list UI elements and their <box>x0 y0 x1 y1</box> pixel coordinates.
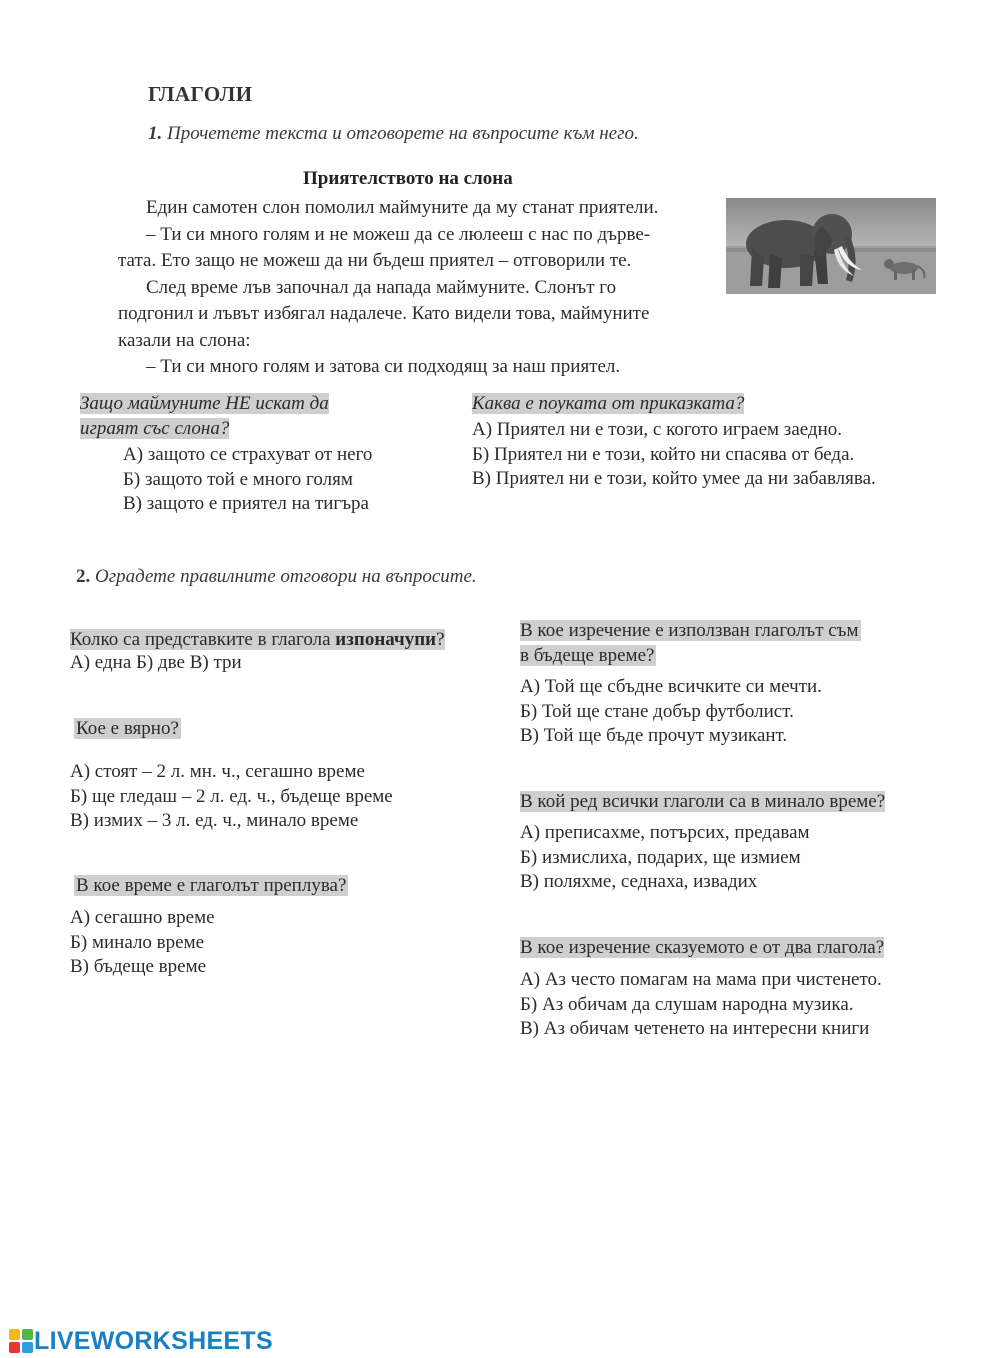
task2-instruction-text: Оградете правилните отговори на въпросите. <box>95 566 477 587</box>
task1-question-2 <box>472 391 744 416</box>
task2-left-q3-options <box>70 906 215 980</box>
task2-right-question-3 <box>520 935 884 960</box>
answer-option[interactable]: В) измих – 3 л. ед. ч., минало време <box>70 810 359 831</box>
question-text: в бъдеще време? <box>520 645 655 666</box>
answer-option[interactable]: А) сегашно време <box>70 907 215 928</box>
task1-question-1 <box>80 391 329 441</box>
answer-option[interactable]: Б) ще гледаш – 2 л. ед. ч., бъдеще време <box>70 785 393 807</box>
question-text: В кой ред всички глаголи са в минало време? <box>520 791 886 812</box>
task1-instruction-text: Прочетете текста и отговорете на въпросите към него. <box>167 123 639 144</box>
task2-left-question-2 <box>74 716 181 741</box>
answer-option[interactable]: Б) защото той е много голям <box>123 468 353 490</box>
answer-option[interactable]: В) защото е приятел на тигъра <box>123 493 369 514</box>
answer-option[interactable]: В) Аз обичам четенето на интересни книги <box>520 1018 870 1039</box>
task2-right-question-1 <box>520 618 861 668</box>
task2-left-q1-options <box>70 651 242 676</box>
blocks-icon <box>8 1328 34 1354</box>
question-text: В кое изречение сказуемото е от два глагола? <box>520 937 885 958</box>
question-text: играят със слона? <box>80 418 230 439</box>
task2-right-q2-options <box>520 821 810 895</box>
page-title: ГЛАГОЛИ <box>148 82 253 106</box>
logo-text: LIVEWORKSHEETS <box>34 1326 273 1355</box>
story-line: – Ти си много голям и затова си подходящ за наш приятел. <box>146 356 621 377</box>
question-text: Кое е вярно? <box>76 718 179 739</box>
answer-option[interactable]: А) Приятел ни е този, с когото играем заедно. <box>472 419 843 440</box>
answer-option[interactable]: А) защото се страхуват от него <box>123 444 373 465</box>
story-title: Приятелството на слона <box>303 168 513 189</box>
task2-number: 2. <box>76 566 91 587</box>
answer-option[interactable]: В) Той ще бъде прочут музикант. <box>520 725 788 746</box>
answer-option[interactable]: В) Приятел ни е този, който умее да ни забавлява. <box>472 468 876 489</box>
task2-right-q3-options <box>520 968 882 1042</box>
question-text: В кое време е глаголът преплува? <box>76 875 347 896</box>
story-text <box>118 195 728 381</box>
answer-option[interactable]: Б) минало време <box>70 931 205 953</box>
task1-number: 1. <box>148 123 163 144</box>
elephant-lion-image <box>726 198 936 294</box>
question-mark: ? <box>436 629 445 650</box>
task1-instruction <box>148 123 639 145</box>
story-line: тата. Ето защо не можеш да ни бъдеш приятел – отговорили те. <box>118 250 632 271</box>
liveworksheets-logo[interactable] <box>8 1326 273 1356</box>
answer-option[interactable]: В) поляхме, седнаха, извадих <box>520 871 758 892</box>
question-verb: изпоначупи <box>335 629 437 650</box>
answer-option[interactable]: А) Аз често помагам на мама при чистенето. <box>520 969 882 990</box>
answer-option[interactable]: В) бъдеще време <box>70 956 207 977</box>
task2-left-q2-options <box>70 760 393 834</box>
answer-option[interactable]: Б) Той ще стане добър футболист. <box>520 700 794 722</box>
story-line: След време лъв започнал да напада маймуните. Слонът го <box>146 276 617 298</box>
story-line: – Ти си много голям и не можеш да се люлееш с нас по дърве- <box>146 223 651 245</box>
answer-option[interactable]: Б) измислиха, подарих, ще измием <box>520 846 801 868</box>
answer-option[interactable]: А) преписахме, потърсих, предавам <box>520 822 810 843</box>
elephant-photo <box>726 198 936 294</box>
story-line: подгонил и лъвът избягал надалече. Като видели това, маймуните <box>118 303 650 324</box>
task1-q1-options <box>123 443 372 517</box>
question-text <box>70 629 445 650</box>
task2-left-question-1 <box>70 627 445 652</box>
answer-option[interactable]: Б) Аз обичам да слушам народна музика. <box>520 993 854 1015</box>
task2-instruction <box>76 566 477 588</box>
answer-option[interactable]: А) стоят – 2 л. мн. ч., сегашно време <box>70 761 365 782</box>
question-text: В кое изречение е използван глаголът съм <box>520 620 859 641</box>
answer-option[interactable]: А) една Б) две В) три <box>70 652 242 673</box>
question-text-part: Колко са представките в глагола <box>70 629 336 650</box>
task2-right-question-2 <box>520 789 885 814</box>
task2-right-q1-options <box>520 675 822 749</box>
task2-left-question-3 <box>74 873 348 898</box>
story-line: казали на слона: <box>118 329 251 351</box>
question-text: Защо маймуните НЕ искат да <box>80 393 329 414</box>
answer-option[interactable]: Б) Приятел ни е този, който ни спасява от беда. <box>472 443 855 465</box>
task1-q2-options <box>472 418 876 492</box>
question-text: Каква е поуката от приказката? <box>472 393 745 414</box>
answer-option[interactable]: А) Той ще сбъдне всичките си мечти. <box>520 676 822 697</box>
story-line: Един самотен слон помолил маймуните да му станат приятели. <box>146 197 659 218</box>
